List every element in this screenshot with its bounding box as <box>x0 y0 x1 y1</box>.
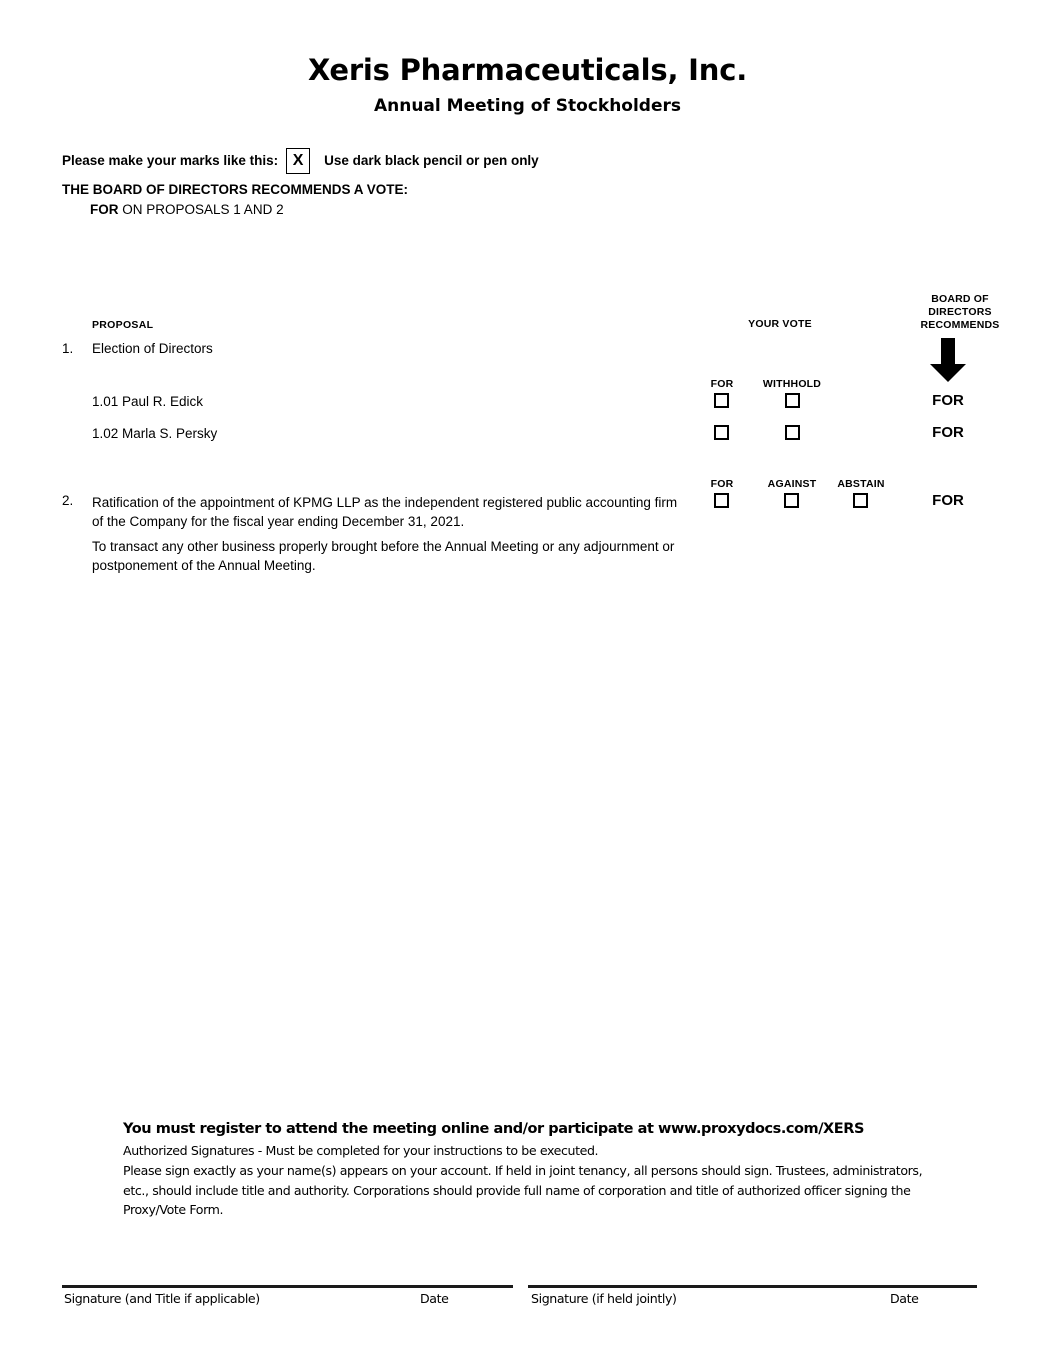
checkbox-proposal-2-for[interactable] <box>714 493 729 508</box>
proposal-2-title: Ratification of the appointment of KPMG LLP as the independent registered public accounting firm of the Company for the fiscal year ending December 31, 2021. <box>92 495 678 530</box>
signature-label-left: Signature (and Title if applicable) <box>64 1291 260 1306</box>
proposal-1-title: Election of Directors <box>92 341 213 356</box>
authorized-signatures-note: Authorized Signatures - Must be completed for your instructions to be executed. <box>123 1142 599 1158</box>
page-title: Xeris Pharmaceuticals, Inc. <box>307 53 748 87</box>
checkbox-proposal-2-abstain[interactable] <box>853 493 868 508</box>
proposal-1-column-withhold: WITHHOLD <box>762 378 822 390</box>
proposal-1-column-for: FOR <box>710 378 734 390</box>
signature-date-label-right: Date <box>890 1291 919 1306</box>
signature-line-left[interactable] <box>62 1285 513 1288</box>
board-recommendation-emphasis: FOR <box>90 202 119 217</box>
form-header <box>0 54 1055 116</box>
signature-date-label-left: Date <box>420 1291 449 1306</box>
proposal-2-column-abstain: ABSTAIN <box>837 478 885 490</box>
mark-instruction-trailing-text: Use dark black pencil or pen only <box>324 153 539 169</box>
signature-label-right: Signature (if held jointly) <box>531 1291 677 1306</box>
board-recommends-line-1: BOARD OF <box>931 293 989 305</box>
recommendation-director-1: FOR <box>932 392 964 409</box>
board-recommendation-detail <box>90 202 284 217</box>
other-business-statement: To transact any other business properly brought before the Annual Meeting or any adjournment or postponement of the Annual Meeting. <box>92 539 675 574</box>
meeting-subtitle: Annual Meeting of Stockholders <box>373 96 682 117</box>
checkbox-director-1-withhold[interactable] <box>785 393 800 408</box>
checkbox-proposal-2-against[interactable] <box>784 493 799 508</box>
proposal-2-column-against: AGAINST <box>767 478 817 490</box>
recommendation-proposal-2: FOR <box>932 492 964 509</box>
checkbox-director-2-withhold[interactable] <box>785 425 800 440</box>
board-recommends-line-2: DIRECTORS <box>928 305 992 318</box>
director-nominee-1-label: 1.01 Paul R. Edick <box>92 394 204 409</box>
column-header-your-vote: YOUR VOTE <box>748 318 812 330</box>
column-header-board-recommends <box>880 293 1040 331</box>
down-arrow-icon <box>928 338 968 382</box>
proposal-2-number: 2. <box>62 493 74 508</box>
board-recommends-line-3: RECOMMENDS <box>920 318 1000 331</box>
director-nominee-2-label: 1.02 Marla S. Persky <box>92 426 218 441</box>
mark-sample-checkbox: X <box>286 148 310 174</box>
registration-notice: You must register to attend the meeting online and/or participate at www.proxydocs.com/XERS <box>123 1121 864 1137</box>
footer-notes <box>123 1120 943 1220</box>
column-header-proposal: PROPOSAL <box>92 319 154 331</box>
proposal-2-column-for: FOR <box>710 478 734 490</box>
mark-instruction-row <box>62 148 539 174</box>
recommendation-director-2: FOR <box>932 424 964 441</box>
board-recommendation-heading: THE BOARD OF DIRECTORS RECOMMENDS A VOTE: <box>62 182 409 197</box>
proposal-1-number: 1. <box>62 341 74 356</box>
mark-instruction-lead-text: Please make your marks like this: <box>62 153 279 169</box>
checkbox-director-2-for[interactable] <box>714 425 729 440</box>
checkbox-director-1-for[interactable] <box>714 393 729 408</box>
signature-line-right[interactable] <box>528 1285 977 1288</box>
signing-instructions: Please sign exactly as your name(s) appears on your account. If held in joint tenancy, all persons should sign. Trustees, administrators, etc., should include title and authority. Corporations should provide full name of corporation and title of authorized officer signing the Proxy/Vote Form. <box>123 1163 923 1218</box>
board-recommendation-rest: ON PROPOSALS 1 AND 2 <box>122 202 284 217</box>
